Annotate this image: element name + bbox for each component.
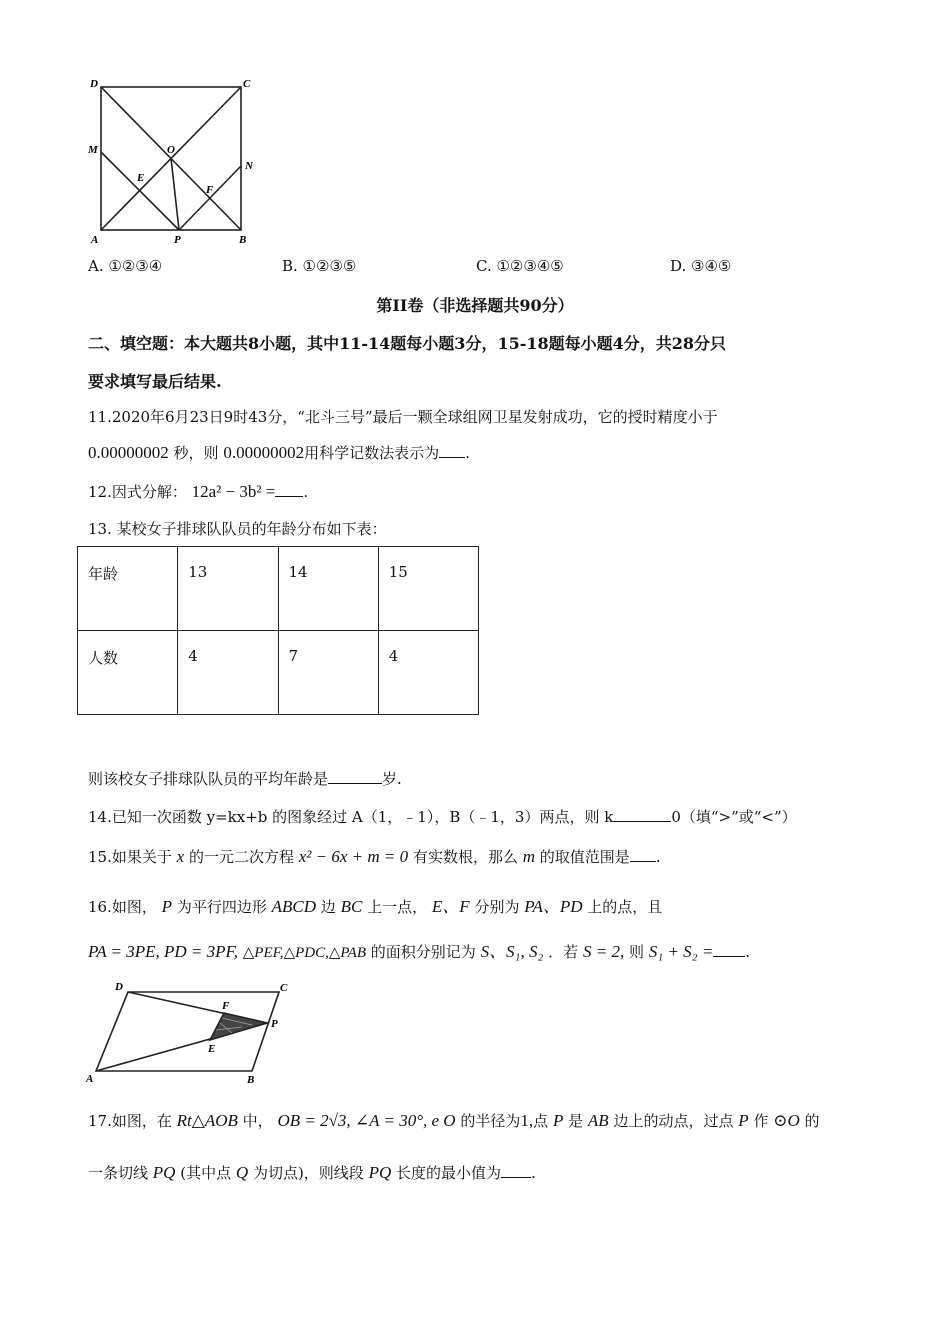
q15-p1: 15.如果关于	[88, 848, 172, 866]
q17-line1	[88, 1110, 820, 1131]
choice-c[interactable]: C. ①②③④⑤	[476, 257, 564, 275]
q13-after-text: 则该校女子排球队队员的平均年龄是	[88, 770, 329, 788]
q17-PQ: PQ	[152, 1163, 176, 1182]
q11-num2: 0.00000002	[223, 443, 305, 462]
q17-line2	[88, 1162, 536, 1183]
age-table	[77, 546, 479, 715]
q17-answer-blank[interactable]	[501, 1176, 531, 1178]
q12-prefix: 12.因式分解：	[88, 483, 187, 501]
figure-parallelogram	[82, 978, 302, 1086]
choice-d[interactable]: D. ③④⑤	[670, 257, 732, 275]
label-C: C	[280, 982, 288, 994]
q17-l1b: 中，	[242, 1112, 273, 1130]
q16-l1f: 上的点，且	[587, 898, 663, 916]
q17-one: 1,	[520, 1111, 534, 1130]
label-D: D	[115, 981, 123, 993]
q17-l1f: 边上的动点，过点	[613, 1112, 734, 1130]
q17-l1a: 17.如图，在	[88, 1112, 172, 1130]
label-F: F	[222, 1000, 230, 1012]
q11-num1: 0.00000002	[88, 443, 169, 462]
q16-l2c: 则	[628, 943, 644, 961]
section-heading-line1: 二、填空题：本大题共8小题，其中11-14题每小题3分，15-18题每小题4分，共28分只	[88, 334, 727, 353]
label-A: A	[91, 234, 99, 246]
section-title: 第II卷（非选择题共90分）	[376, 296, 574, 315]
q16-l2b: ．若	[548, 943, 579, 961]
q16-S: S、S₁, S₂	[480, 942, 544, 961]
q17-PQ2: PQ	[368, 1163, 392, 1182]
table-cell: 人数	[78, 631, 178, 715]
q17-end: .	[531, 1164, 536, 1182]
label-A: A	[86, 1073, 94, 1085]
q11-line1: 11.2020年6月23日9时43分，“北斗三号”最后一颗全球组网卫星发射成功，它的授时精度小于	[88, 408, 718, 426]
q16-eq: PA = 3PE, PD = 3PF,	[88, 942, 238, 961]
q11-answer-blank[interactable]	[439, 456, 465, 458]
q17-l2b: (其中点	[180, 1164, 232, 1182]
q15-var-x: x	[176, 847, 185, 866]
label-C: C	[243, 78, 251, 90]
label-E: E	[208, 1043, 216, 1055]
q11-end: .	[465, 444, 470, 462]
q17-l1e: 是	[568, 1112, 584, 1130]
q17-l2a: 一条切线	[88, 1164, 149, 1182]
q17-AB: AB	[587, 1111, 609, 1130]
q16-ABCD: ABCD	[271, 897, 316, 916]
q16-S2: S = 2,	[582, 942, 625, 961]
choice-b[interactable]: B. ①②③⑤	[282, 257, 357, 275]
q11-tail: 用科学记数法表示为	[304, 444, 440, 462]
q16-BC: BC	[340, 897, 363, 916]
table-cell: 7	[278, 631, 378, 715]
q17-rt: Rt△AOB	[176, 1111, 238, 1130]
table-cell: 13	[178, 547, 278, 631]
table-cell: 14	[278, 547, 378, 631]
figure-square	[85, 75, 260, 247]
q16-end: .	[745, 943, 751, 961]
q17-P: P	[552, 1111, 564, 1130]
q14-tail: 0（填“>”或“<”）	[671, 808, 797, 826]
q12-end: .	[303, 483, 309, 501]
choice-a[interactable]: A. ①②③④	[88, 257, 163, 275]
q15-end: .	[655, 848, 661, 866]
q15-p3: 有实数根，那么	[412, 848, 518, 866]
q15-line	[88, 846, 661, 867]
q17-P2: P	[738, 1111, 749, 1130]
section-heading-line2: 要求填写最后结果.	[88, 372, 222, 391]
q16-line2	[88, 937, 750, 962]
label-O: O	[167, 144, 175, 156]
label-E: E	[137, 172, 145, 184]
q16-l1a: 16.如图，	[88, 898, 157, 916]
label-F: F	[206, 184, 214, 196]
q16-line1	[88, 892, 662, 917]
q16-P: P	[161, 897, 173, 916]
q15-answer-blank[interactable]	[630, 860, 656, 862]
q17-l2d: 长度的最小值为	[396, 1164, 502, 1182]
table-row	[78, 547, 479, 631]
q11-line2	[88, 442, 470, 463]
table-row	[78, 631, 479, 715]
label-B: B	[239, 234, 247, 246]
q13-intro: 13. 某校女子排球队队员的年龄分布如下表：	[88, 520, 387, 538]
q16-answer-blank[interactable]	[713, 955, 745, 957]
q15-p4: 的取值范围是	[539, 848, 630, 866]
q17-circle: ⊙O	[773, 1111, 800, 1130]
label-N: N	[245, 160, 253, 172]
table-cell: 4	[378, 631, 478, 715]
q11-mid: 秒，则	[173, 444, 219, 462]
q12-expr: 12a² − 3b² =	[191, 482, 276, 501]
q16-l1d: 上一点，	[367, 898, 428, 916]
q12-answer-blank[interactable]	[275, 495, 303, 497]
label-P: P	[174, 234, 181, 246]
q15-p2: 的一元二次方程	[188, 848, 294, 866]
q16-EF: E、F	[431, 897, 470, 916]
q15-equation: x² − 6x + m = 0	[298, 847, 409, 866]
q16-PA-PD: PA、PD	[524, 897, 583, 916]
q17-l2c: 为切点)，则线段	[252, 1164, 364, 1182]
q13-after	[88, 768, 402, 789]
q17-l1g: 作	[753, 1112, 769, 1130]
q17-Q: Q	[235, 1163, 249, 1182]
q17-eq: OB = 2√3, ∠A = 30°, e O	[277, 1111, 456, 1130]
table-cell: 4	[178, 631, 278, 715]
q12-line	[88, 481, 308, 502]
q17-l1h: 的	[804, 1112, 820, 1130]
label-M: M	[88, 144, 98, 156]
label-B: B	[247, 1074, 255, 1086]
q17-l1c: 的半径为	[460, 1112, 521, 1130]
q13-after-end: 岁.	[382, 770, 402, 788]
q16-l1b: 为平行四边形	[176, 898, 267, 916]
label-P: P	[271, 1018, 278, 1030]
q16-l1e: 分别为	[474, 898, 520, 916]
q14-line	[88, 806, 797, 827]
q13-answer-blank[interactable]	[328, 782, 382, 784]
q16-l1c: 边	[320, 898, 336, 916]
label-D: D	[90, 78, 98, 90]
q16-triangles: △PEF,△PDC,△PAB	[242, 945, 366, 961]
table-cell: 年龄	[78, 547, 178, 631]
q15-var-m: m	[522, 847, 536, 866]
q16-sum: S₁ + S₂ =	[648, 942, 714, 961]
q16-l2a: 的面积分别记为	[370, 943, 476, 961]
q17-l1d: 点	[533, 1112, 549, 1130]
q14-text: 14.已知一次函数 y=kx+b 的图象经过 A（1，﹣1），B（﹣1，3）两点，则 k	[88, 808, 614, 826]
table-cell: 15	[378, 547, 478, 631]
q14-answer-blank[interactable]	[613, 820, 671, 822]
